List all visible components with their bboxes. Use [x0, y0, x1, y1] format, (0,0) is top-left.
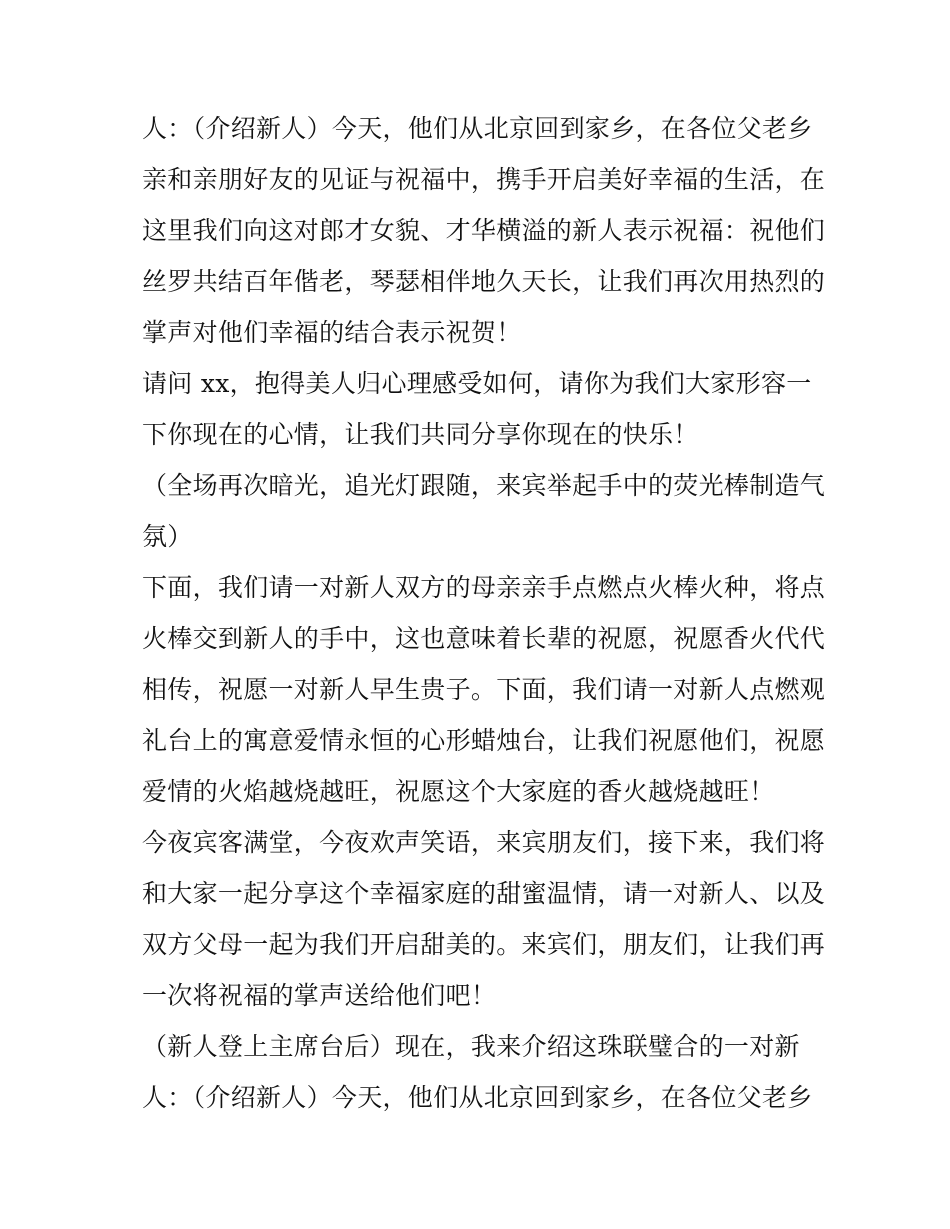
text-line: 今夜宾客满堂，今夜欢声笑语，来宾朋友们，接下来，我们将 [142, 828, 826, 857]
text-line: 丝罗共结百年偕老，琴瑟相伴地久天长，让我们再次用热烈的 [142, 267, 826, 296]
text-line: 礼台上的寓意爱情永恒的心形蜡烛台，让我们祝愿他们，祝愿 [142, 726, 826, 755]
text-line: 和大家一起分享这个幸福家庭的甜蜜温情，请一对新人、以及 [142, 879, 826, 908]
text-line: （新人登上主席台后）现在，我来介绍这珠联璧合的一对新 [142, 1032, 800, 1061]
text-line: 下面，我们请一对新人双方的母亲亲手点燃点火棒火种，将点 [142, 573, 826, 602]
text-line: 亲和亲朋好友的见证与祝福中，携手开启美好幸福的生活，在 [142, 165, 826, 194]
text-line: 相传，祝愿一对新人早生贵子。下面，我们请一对新人点燃观 [142, 675, 826, 704]
text-line: 火棒交到新人的手中，这也意味着长辈的祝愿，祝愿香火代代 [142, 624, 826, 653]
text-line: 氛） [142, 522, 193, 551]
text-line: 爱情的火焰越烧越旺，祝愿这个大家庭的香火越烧越旺！ [142, 777, 775, 806]
text-line: 掌声对他们幸福的结合表示祝贺！ [142, 318, 522, 347]
text-line: 人：（介绍新人）今天，他们从北京回到家乡，在各位父老乡 [142, 1083, 813, 1112]
text-line: 这里我们向这对郎才女貌、才华横溢的新人表示祝福：祝他们 [142, 216, 826, 245]
text-line: 双方父母一起为我们开启甜美的。来宾们，朋友们，让我们再 [142, 930, 826, 959]
text-line: 人：（介绍新人）今天，他们从北京回到家乡，在各位父老乡 [142, 114, 813, 143]
text-line: 一次将祝福的掌声送给他们吧！ [142, 981, 497, 1010]
text-line: 请问 xx，抱得美人归心理感受如何，请你为我们大家形容一 [142, 369, 812, 398]
text-line: （全场再次暗光，追光灯跟随，来宾举起手中的荧光棒制造气 [142, 471, 826, 500]
text-line: 下你现在的心情，让我们共同分享你现在的快乐！ [142, 420, 699, 449]
